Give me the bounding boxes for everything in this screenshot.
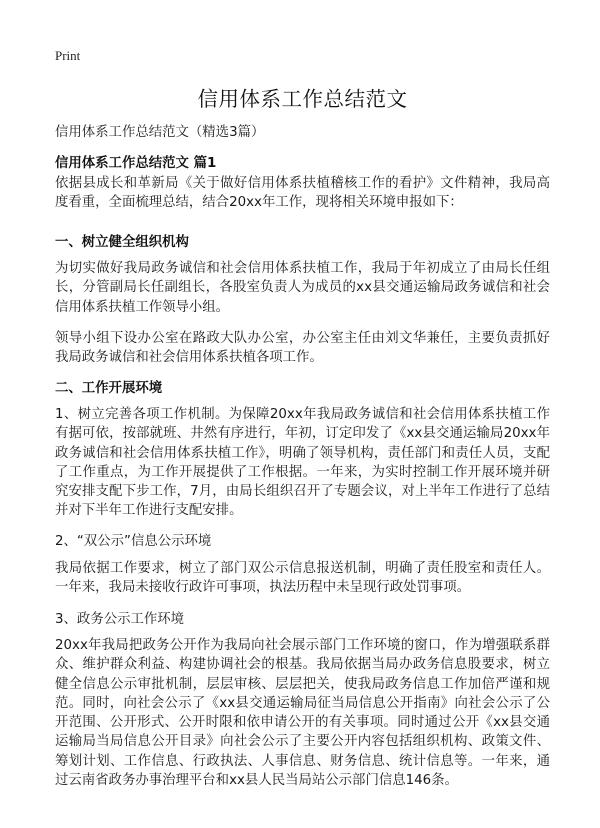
document-title: 信用体系工作总结范文 [197, 87, 408, 111]
section-2-item-2-paragraph: 我局依据工作要求，树立了部门双公示信息报送机制，明确了责任股室和责任人。一年来，我局未接收行政许可事项，执法历程中未呈现行政处罚事项。 [55, 561, 550, 596]
print-label[interactable]: Print [55, 48, 81, 63]
section-2-item-3-heading: 3、政务公示工作环境 [55, 612, 185, 627]
section-1-paragraph-1: 为切实做好我局政务诚信和社会信用体系扶植工作，我局于年初成立了由局长任组长，分管副局长任副组长，各股室负责人为成员的xx县交通运输局政务诚信和社会信用体系扶植工作领导小组。 [55, 261, 550, 315]
section-heading-1: 一、树立健全组织机构 [55, 235, 189, 250]
section-2-item-3-paragraph: 20xx年我局把政务公开作为我局向社会展示部门工作环境的窗口，作为增强联系群众、维护群众利益、构建协调社会的根基。我局依据当局办政务信息股要求，树立健全信息公示审批机制，层层审核、层层把关，使我局政务信息工作加倍严谨和规范。同时，向社会公示了《xx县交通运输局征当局信息公开指南》向社会公示了公开范围、公开形式、公开时限和依申请公开的有关事项。同时通过公开《xx县交通运输局当局信息公开目录》向社会公示了主要公开内容包括组织机构、政策文件、筹划计划、工作信息、行政执法、人事信息、财务信息、统计信息等。一年来，通过云南省政务办事治理平台和xx县人民当局站公示部门信息146条。 [55, 638, 550, 789]
section-heading-2: 二、工作开展环境 [55, 381, 163, 396]
section-1-paragraph-2: 领导小组下设办公室在路政大队办公室，办公室主任由刘文华兼任，主要负责抓好我局政务诚信和社会信用体系扶植各项工作。 [55, 331, 550, 366]
section-2-item-1-paragraph: 1、树立完善各项工作机制。为保障20xx年我局政务诚信和社会信用体系扶植工作有据可依，按部就班、井然有序进行，年初，订定印发了《xx县交通运输局20xx年政务诚信和社会信用体系扶植工作》，明确了领导机构，责任部门和责任人员，支配了工作重点，为工作开展提供了工作根据。一年来，为实时控制工作开展环境并研究安排支配下步工作，7月，由局长组织召开了专题会议，对上半年工作进行了总结并对下半年工作进行支配安排。 [55, 407, 550, 519]
intro-paragraph: 依据县成长和革新局《关于做好信用体系扶植稽核工作的看护》文件精神，我局高度看重，全面梳理总结，结合20xx年工作，现将相关环境申报如下： [55, 176, 550, 211]
article-heading: 信用体系工作总结范文 篇1 [55, 156, 217, 171]
section-2-item-2-heading: 2、“双公示”信息公示环境 [55, 534, 212, 549]
document-subtitle: 信用体系工作总结范文（精选3篇） [55, 125, 265, 140]
